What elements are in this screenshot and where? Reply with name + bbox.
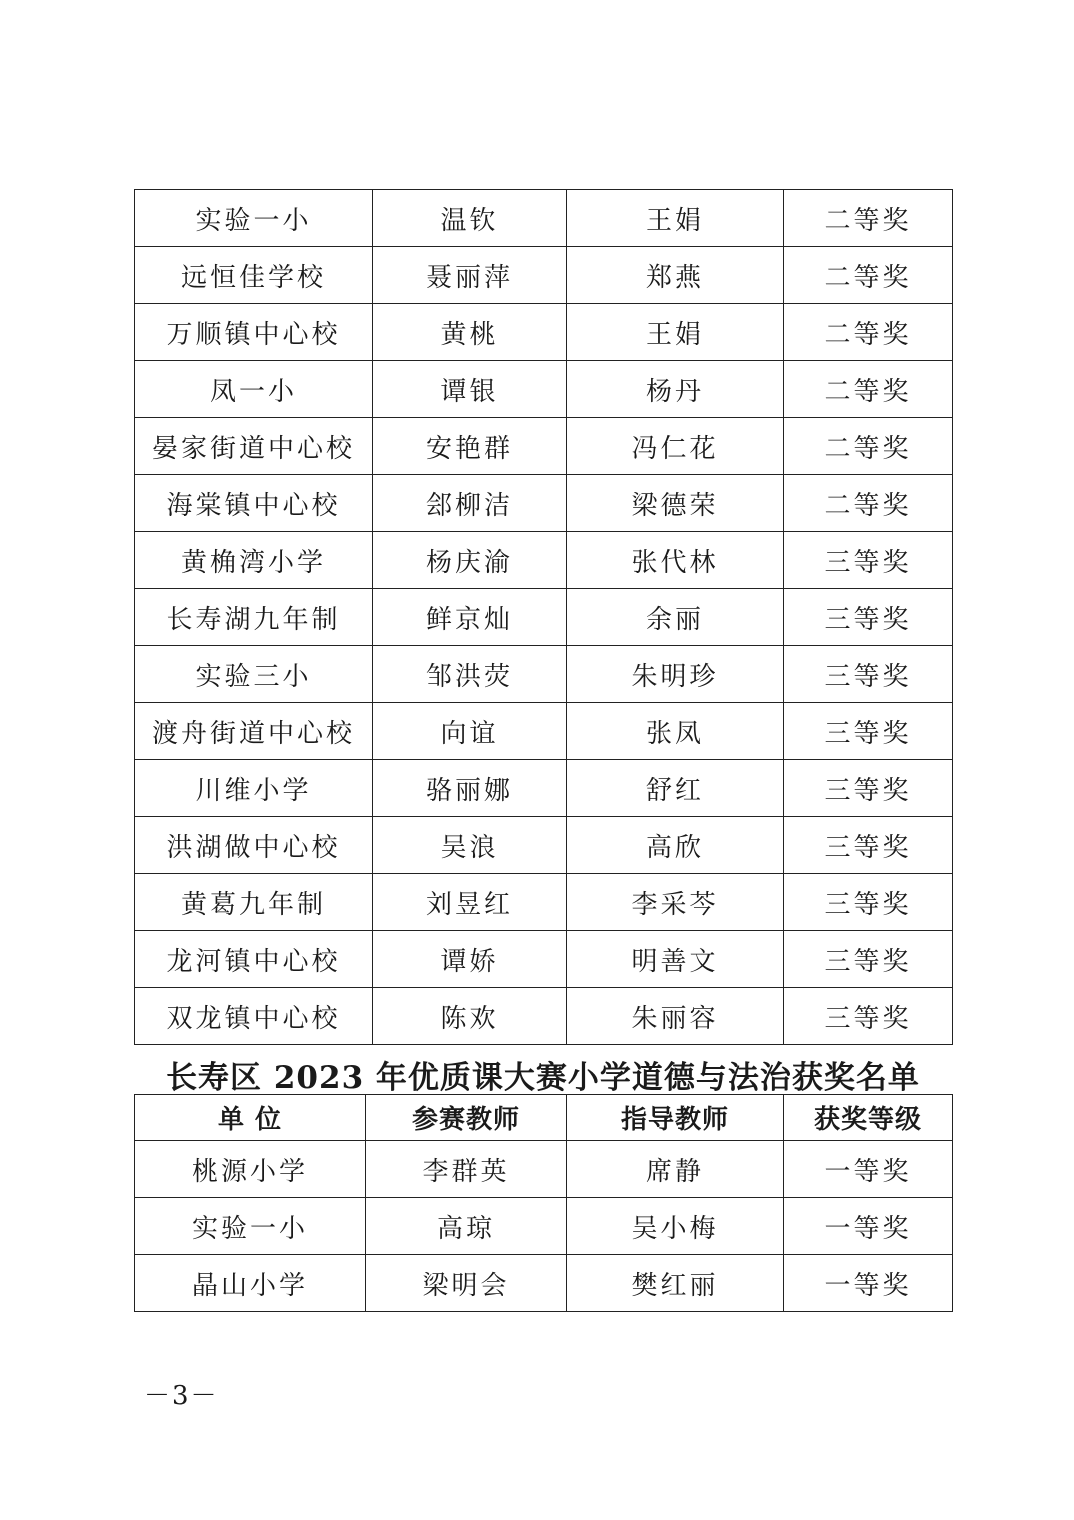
table-row [135,304,953,361]
cell-teacher: 刘昱红 [373,874,567,931]
awards-table-continued [134,189,953,1045]
cell-teacher: 李群英 [366,1141,567,1198]
table-row [135,190,953,247]
cell-advisor: 郑燕 [567,247,784,304]
cell-advisor: 冯仁花 [567,418,784,475]
cell-teacher: 陈欢 [373,988,567,1045]
cell-unit: 实验三小 [135,646,373,703]
cell-advisor: 高欣 [567,817,784,874]
cell-teacher: 邹洪荧 [373,646,567,703]
table-row [135,418,953,475]
cell-unit: 洪湖做中心校 [135,817,373,874]
cell-unit: 龙河镇中心校 [135,931,373,988]
cell-advisor: 舒红 [567,760,784,817]
cell-advisor: 张代林 [567,532,784,589]
cell-unit: 实验一小 [135,190,373,247]
table-row [135,589,953,646]
cell-award: 二等奖 [784,247,953,304]
cell-award: 一等奖 [784,1198,953,1255]
cell-advisor: 梁德荣 [567,475,784,532]
table-row [135,532,953,589]
cell-advisor: 王娟 [567,190,784,247]
cell-teacher: 向谊 [373,703,567,760]
cell-award: 一等奖 [784,1255,953,1312]
cell-award: 三等奖 [784,703,953,760]
cell-unit: 桃源小学 [135,1141,366,1198]
cell-unit: 实验一小 [135,1198,366,1255]
cell-teacher: 谭娇 [373,931,567,988]
cell-award: 二等奖 [784,190,953,247]
cell-award: 三等奖 [784,589,953,646]
cell-advisor: 明善文 [567,931,784,988]
table-row [135,931,953,988]
cell-unit: 渡舟街道中心校 [135,703,373,760]
cell-advisor: 朱丽容 [567,988,784,1045]
cell-unit: 长寿湖九年制 [135,589,373,646]
table-row [135,247,953,304]
cell-award: 二等奖 [784,304,953,361]
cell-advisor: 李采芩 [567,874,784,931]
cell-advisor: 王娟 [567,304,784,361]
header-advisor: 指导教师 [567,1095,784,1141]
cell-award: 三等奖 [784,874,953,931]
table-row [135,1198,953,1255]
table-row [135,988,953,1045]
cell-advisor: 余丽 [567,589,784,646]
table-row [135,760,953,817]
cell-award: 三等奖 [784,817,953,874]
ethics-law-awards-table [134,1094,953,1312]
cell-unit: 双龙镇中心校 [135,988,373,1045]
cell-award: 三等奖 [784,532,953,589]
cell-advisor: 杨丹 [567,361,784,418]
awards-table-body [135,190,953,1045]
cell-teacher: 高琼 [366,1198,567,1255]
cell-teacher: 骆丽娜 [373,760,567,817]
cell-unit: 黄桷湾小学 [135,532,373,589]
cell-unit: 黄葛九年制 [135,874,373,931]
cell-unit: 川维小学 [135,760,373,817]
cell-teacher: 梁明会 [366,1255,567,1312]
table-row [135,361,953,418]
header-teacher: 参赛教师 [366,1095,567,1141]
table-row [135,1255,953,1312]
page-number: －3－ [144,1381,219,1411]
section-title: 长寿区 2023 年优质课大赛小学道德与法治获奖名单 [166,1060,920,1096]
cell-award: 二等奖 [784,475,953,532]
header-unit: 单 位 [135,1095,366,1141]
cell-advisor: 席静 [567,1141,784,1198]
cell-teacher: 杨庆渝 [373,532,567,589]
cell-advisor: 张凤 [567,703,784,760]
cell-teacher: 谭银 [373,361,567,418]
cell-teacher: 吴浪 [373,817,567,874]
cell-award: 三等奖 [784,931,953,988]
cell-award: 一等奖 [784,1141,953,1198]
table-row [135,703,953,760]
cell-teacher: 黄桃 [373,304,567,361]
cell-teacher: 郐柳洁 [373,475,567,532]
table-row [135,475,953,532]
cell-teacher: 鲜京灿 [373,589,567,646]
table-row [135,874,953,931]
cell-award: 三等奖 [784,988,953,1045]
cell-teacher: 聂丽萍 [373,247,567,304]
cell-unit: 晶山小学 [135,1255,366,1312]
table-row [135,817,953,874]
cell-award: 三等奖 [784,760,953,817]
table-row [135,1141,953,1198]
cell-teacher: 温钦 [373,190,567,247]
cell-unit: 晏家街道中心校 [135,418,373,475]
cell-award: 三等奖 [784,646,953,703]
ethics-law-table-body [135,1141,953,1312]
cell-unit: 凤一小 [135,361,373,418]
cell-advisor: 吴小梅 [567,1198,784,1255]
cell-teacher: 安艳群 [373,418,567,475]
cell-award: 二等奖 [784,361,953,418]
table-header-row [135,1095,953,1141]
table-row [135,646,953,703]
cell-unit: 万顺镇中心校 [135,304,373,361]
cell-award: 二等奖 [784,418,953,475]
header-award: 获奖等级 [784,1095,953,1141]
cell-advisor: 樊红丽 [567,1255,784,1312]
cell-unit: 海棠镇中心校 [135,475,373,532]
cell-unit: 远恒佳学校 [135,247,373,304]
cell-advisor: 朱明珍 [567,646,784,703]
